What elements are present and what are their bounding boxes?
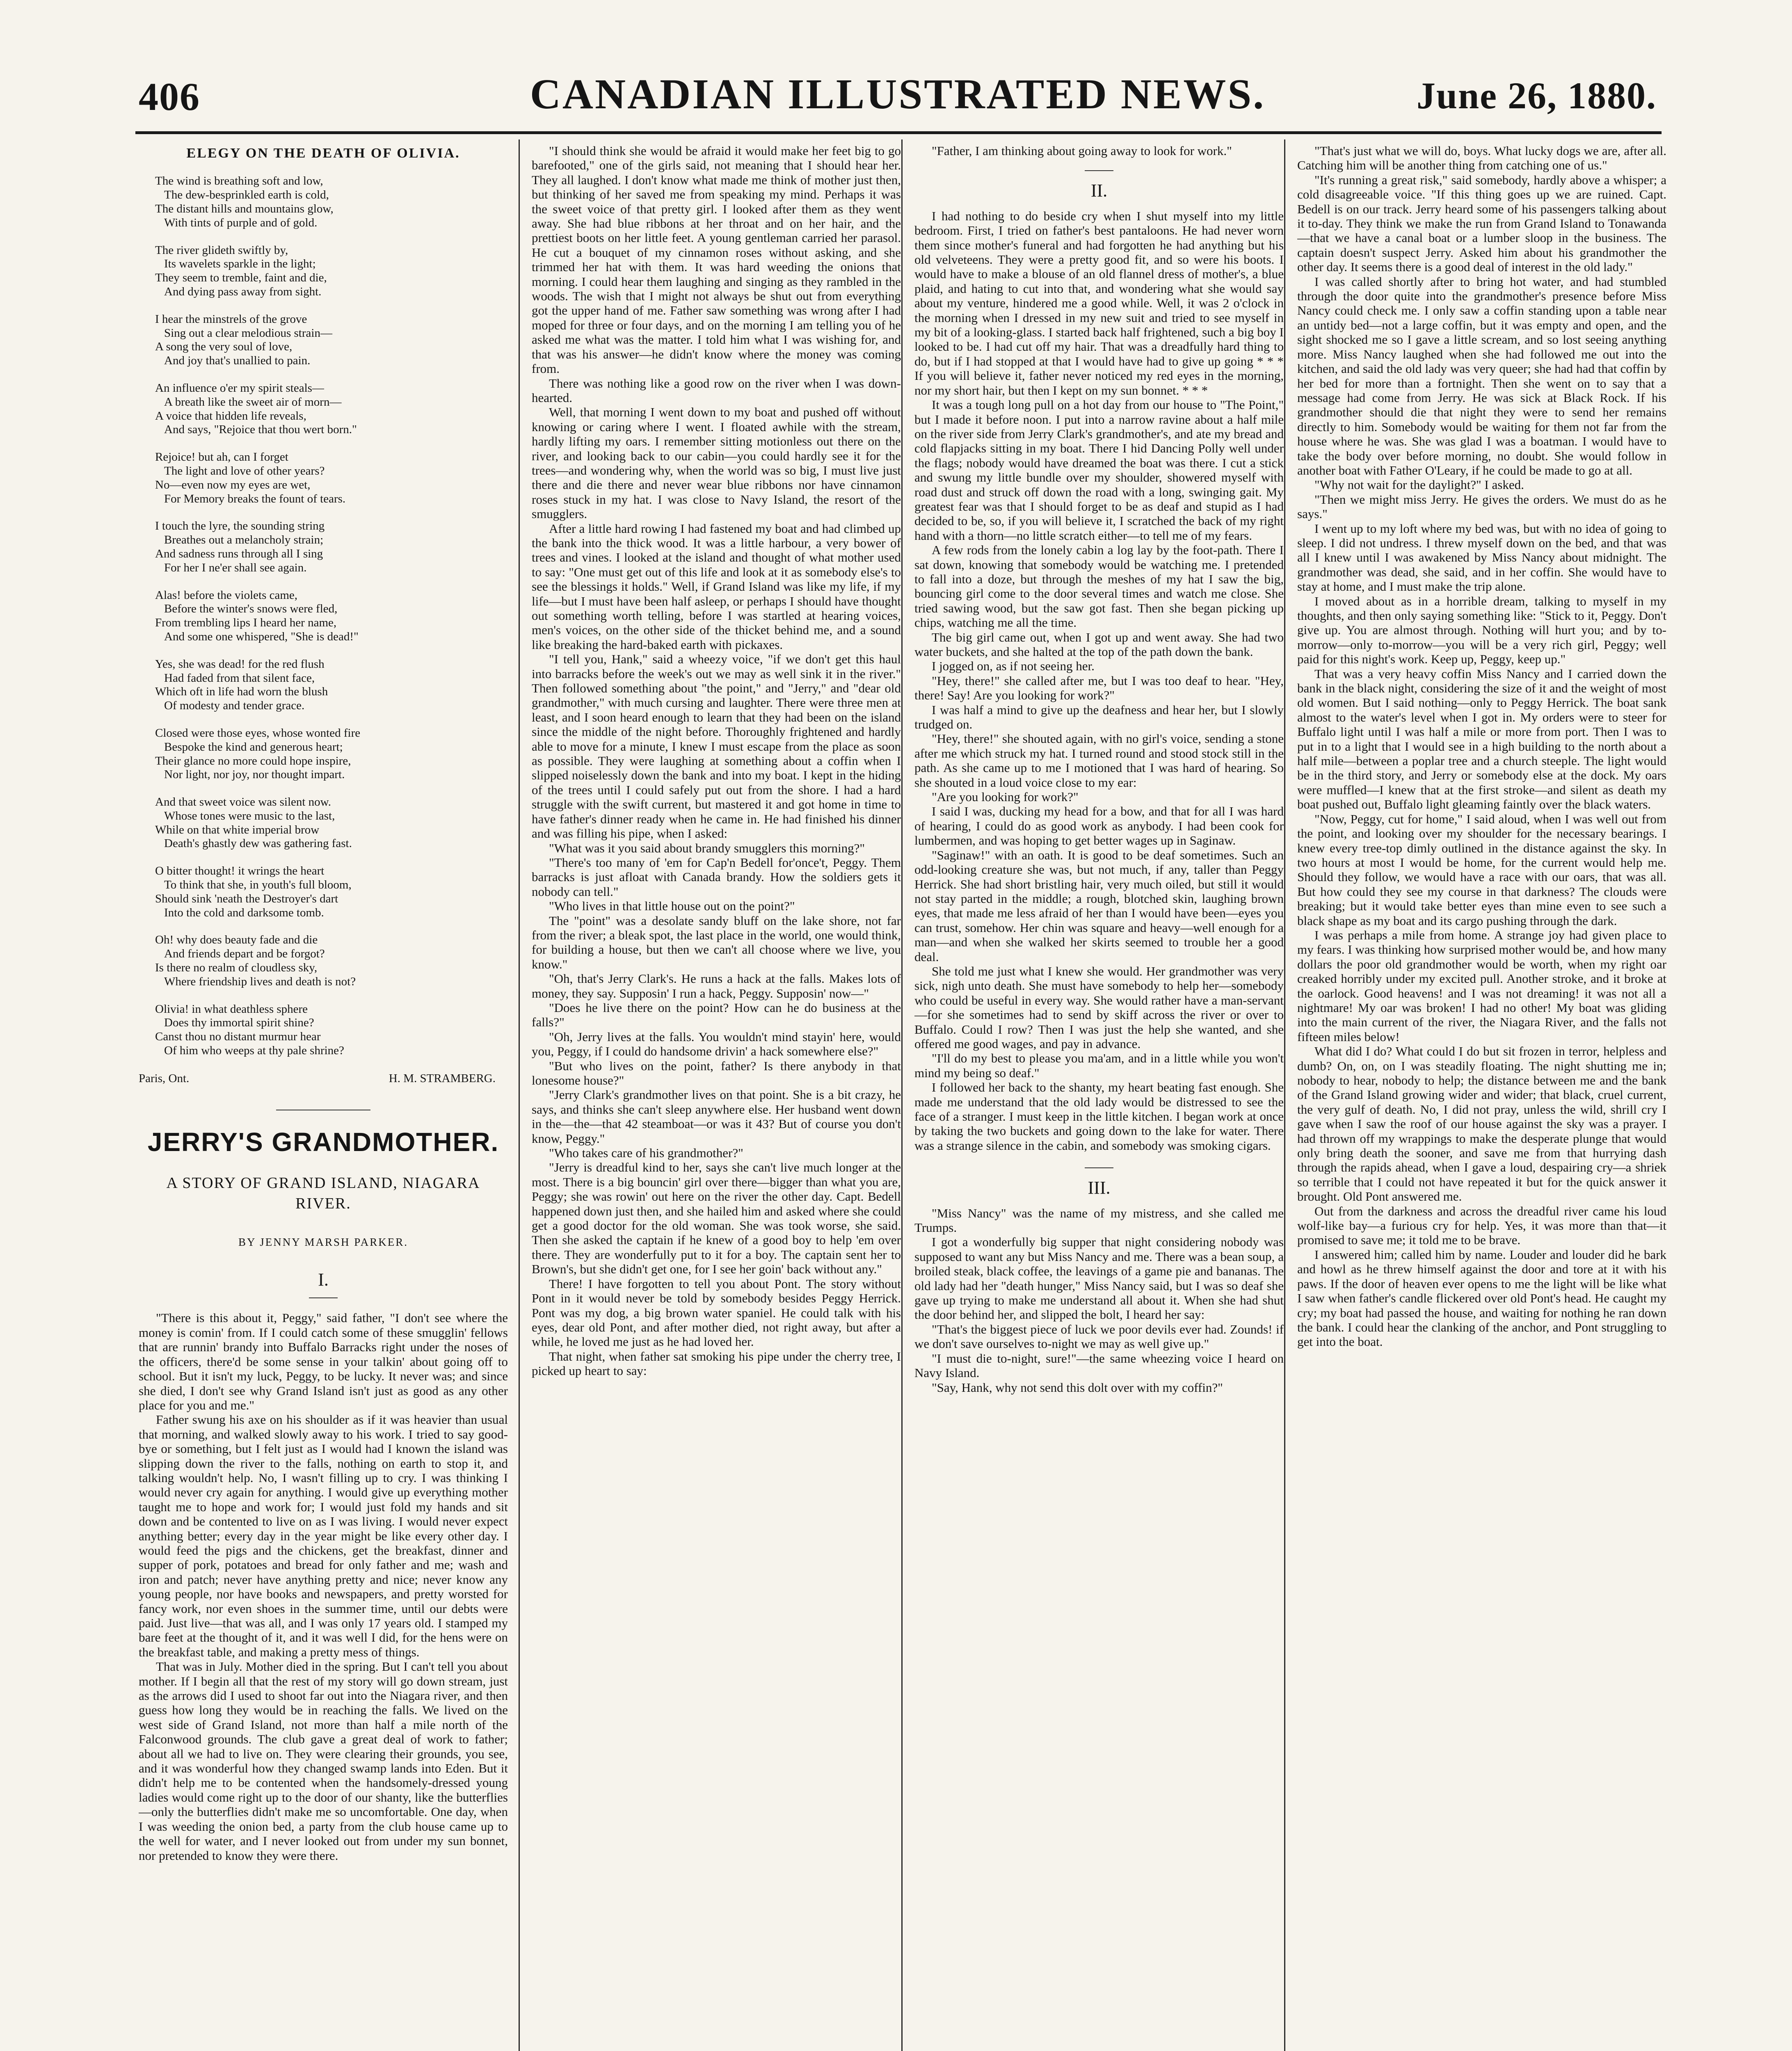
paragraph: I got a wonderfully big supper that night considering nobody was supposed to want any but Miss Nancy and me. There was a bean soup, a broiled steak, black coffee, the leavings of a game pie and bananas. The old lady had her "death hunger," Miss Nancy said, but I was so deaf she gave up trying to make me understand all about it. When she had shut the door behind her, and slipped the bolt, I heard her say: xyxy=(914,1235,1284,1322)
poem-signature xyxy=(139,1071,508,1086)
poem-line: Death's ghastly dew was gathering fast. xyxy=(164,837,352,850)
poem-body xyxy=(139,174,508,1057)
paragraph: The "point" was a desolate sandy bluff on the lake shore, not far from the river; a bleak spot, the last place in the world, one would think, for building a house, but then we can't all choose where we live, you know." xyxy=(532,913,901,971)
paragraph: Out from the darkness and across the dreadful river came his loud wolf-like bay—a furious cry for help. Yes, it was more than that—it promised to save me; it told me to be brave. xyxy=(1297,1204,1666,1247)
poem-line: With tints of purple and of gold. xyxy=(164,216,318,229)
paragraph: I said I was, ducking my head for a bow, and that for all I was hard of hearing, I could do as good work as anybody. I had been cook for lumbermen, and was hoping to get better wages up in Saginaw. xyxy=(914,804,1284,848)
poem-line: Nor light, nor joy, nor thought impart. xyxy=(164,768,345,781)
poem-stanza xyxy=(155,313,508,368)
story-text xyxy=(914,209,1284,1153)
chapter-rule xyxy=(1085,170,1113,171)
paragraph: "It's running a great risk," said somebody, hardly above a whisper; a cold disagreeable voice. "If this thing goes up we are ruined. Capt. Bedell is on our track. Jerry heard some of his passengers talking about it to-day. They think we make the run from Grand Island to Tonawanda—that we have a canal boat or a lumber sloop in the business. The captain doesn't suspect Jerry. Asked him about his grandmother the other day. It seems there is a good deal of interest in the old lady." xyxy=(1297,172,1666,274)
paragraph: "Now, Peggy, cut for home," I said aloud, when I was well out from the point, and looking over my shoulder for the necessary bearings. I knew every tree-top dimly outlined in the distance against the sky. In two hours at most I would be home, for the current would help me. Should they follow, we would have a race with our oars, that was all. But how could they see my course in that darkness? The clouds were breaking; but it would take better eyes than mine even to see such a black shape as my boat and its cargo pushing through the dark. xyxy=(1297,811,1666,928)
story-subtitle-line: A STORY OF GRAND ISLAND, NIAGARA xyxy=(166,1174,480,1192)
poem-line: Where friendship lives and death is not? xyxy=(164,975,356,988)
poem-line: Canst thou no distant murmur hear xyxy=(155,1030,321,1044)
paragraph: "Father, I am thinking about going away to look for work." xyxy=(932,144,1232,158)
poem-stanza xyxy=(155,519,508,575)
chapter-rule xyxy=(309,1297,338,1298)
poem-stanza xyxy=(155,381,508,437)
poem-line: And that sweet voice was silent now. xyxy=(155,795,331,809)
paragraph: I followed her back to the shanty, my heart beating fast enough. She made me understand that the old lady would be distressed to see the face of a stranger. I must keep in the little kitchen. I began work at once by taking the two buckets and going down to the lake for water. There was a strange silence in the cabin, and somebody was smoking cigars. xyxy=(914,1080,1284,1153)
poem-line: Oh! why does beauty fade and die xyxy=(155,933,318,947)
paragraph: I moved about as in a horrible dream, talking to myself in my thoughts, and then only saying something like: "Stick to it, Peggy. Don't give up. You are almost through. Nothing will hurt you; and by to-morrow—only to-morrow—you will be a very rich girl, Peggy; well paid for this night's work. Keep up, Peggy, keep up." xyxy=(1297,594,1666,667)
paragraph: I jogged on, as if not seeing her. xyxy=(932,659,1095,674)
column-3 xyxy=(914,144,1284,2051)
paragraph: "I should think she would be afraid it would make her feet big to go barefooted," one of the girls said, not meaning that I should hear her. They all laughed. I don't know what made me think of mother just then, but thinking of her saved me from speaking my mind. Perhaps it was the sweet voice of that pretty girl. I looked after them as they went away. She had blue ribbons at her throat and on her hair, and the prettiest boots on her little feet. A young gentleman carried her parasol. He cut a bouquet of my cinnamon roses without asking, and she trimmed her hat with them. It was hard weeding the onions that morning. I could hear them laughing and singing as they rambled in the woods. The wish that I might not always be shut out from everything got the upper hand of me. Father saw something was wrong after I had moped for three or four days, and on the morning I am telling you of he asked me what was the matter. I told him what I was wishing for, and that was his answer—he didn't know where the money was coming from. xyxy=(532,144,901,376)
page-header xyxy=(139,70,1657,135)
column-divider-2 xyxy=(901,139,903,2051)
poem-line: Which oft in life had worn the blush xyxy=(155,685,328,699)
poem-title: ELEGY ON THE DEATH OF OLIVIA. xyxy=(186,146,460,161)
poem-line: And friends depart and be forgot? xyxy=(164,947,325,961)
poem-stanza xyxy=(155,795,508,851)
poem-line: While on that white imperial brow xyxy=(155,823,320,836)
column-1 xyxy=(139,144,508,2051)
paragraph: After a little hard rowing I had fastened my boat and had climbed up the bank into the thick wood. It was a little harbour, a very bower of trees and vines. I looked at the island and thought of what mother used to say: "One must get out of this life and look at it as somebody else's to see the blessings it holds." Well, if Grand Island was like my life, if my life—but I must have been half asleep, or perhaps I should have thought out something worth telling, before I was startled at hearing voices, men's voices, on the other side of the thicket behind me, and a sound like breaking the hard-baked earth with pickaxes. xyxy=(532,521,901,652)
poem-line: I touch the lyre, the sounding string xyxy=(155,519,325,533)
poem-line: Does thy immortal spirit shine? xyxy=(164,1016,314,1030)
poem-line: Olivia! in what deathless sphere xyxy=(155,1002,308,1016)
paragraph: What did I do? What could I do but sit frozen in terror, helpless and dumb? On, on, on I was steadily floating. The night shutting me in; nobody to hear, nobody to help; the distance between me and the bank of the Grand Island growing wider and wider; that black, cruel current, the very gulf of death. No, I did not pray, unless the wild, shrill cry I gave when I saw the roof of our house against the sky was a prayer. I had thrown off my wrappings to make the desperate plunge that would only bring death the sooner, and save me from that hurrying dash through the rapids ahead, when I gave a loud, despairing cry—a shriek so terrible that I could not have repeated it but for the quick answer it brought. Old Pont answered me. xyxy=(1297,1044,1666,1204)
poem-line: For Memory breaks the fount of tears. xyxy=(164,492,346,505)
paragraph: "There's too many of 'em for Cap'n Bedell for'once't, Peggy. Them barracks is just afloat with Canada brandy. How the soldiers gets it nobody can tell." xyxy=(532,855,901,899)
poem-line: And says, "Rejoice that thou wert born." xyxy=(164,423,357,436)
poem-line: Closed were those eyes, whose wonted fire xyxy=(155,726,361,740)
paragraph: She told me just what I knew she would. Her grandmother was very sick, nigh unto death. She must have somebody to help her—somebody who could be useful in every way. She would rather have a man-servant—for she sometimes had to send by skiff across the river or over to Buffalo. Could I row? Then I was just the help she wanted, and she offered me good wages, and pay in advance. xyxy=(914,964,1284,1051)
poem-line: Of modesty and tender grace. xyxy=(164,699,305,713)
poem-stanza xyxy=(155,933,508,989)
paragraph: "Oh, that's Jerry Clark's. He runs a hack at the falls. Makes lots of money, they say. Supposin' I run a hack, Peggy. Supposin' now—" xyxy=(532,971,901,1000)
paragraph: "There is this about it, Peggy," said father, "I don't see where the money is comin' from. If I could catch some of these smugglin' fellows that are runnin' brandy into Buffalo Barracks right under the noses of the officers, there'd be some sense in your talkin' about going off to school. But it isn't my luck, Peggy, to be lucky. It never was; and since she died, I don't see why Grand Island isn't just as good as any other place for you and me." xyxy=(139,1311,508,1412)
paragraph: I was half a mind to give up the deafness and hear her, but I slowly trudged on. xyxy=(914,702,1284,732)
paragraph: "Jerry is dreadful kind to her, says she can't live much longer at the most. There is a big bouncin' girl over there—bigger than what you are, Peggy; she was rowin' out here on the river the other day. Capt. Bedell happened down just then, and she hailed him and asked where she could get a good doctor for the old woman. She was took worse, she said. Then she asked the captain if he knew of a good boy to help 'em over there. They are wonderfully put to it for a boy. The captain sent her to Brown's, but she didn't get one, for I see her goin' back without any." xyxy=(532,1160,901,1277)
paragraph: "Jerry Clark's grandmother lives on that point. She is a bit crazy, he says, and thinks she can't sleep anywhere else. Her husband went down in the—the—that 42 steamboat—or was it 43? But of course you don't know, Peggy." xyxy=(532,1087,901,1146)
paragraph: "Oh, Jerry lives at the falls. You wouldn't mind stayin' here, would you, Peggy, if I could do handsome drivin' a hack somewhere else?" xyxy=(532,1029,901,1059)
issue-date: June 26, 1880. xyxy=(1416,75,1657,116)
poem-line: The light and love of other years? xyxy=(164,464,325,477)
paragraph: "Then we might miss Jerry. He gives the orders. We must do as he says." xyxy=(1297,492,1666,521)
chapter-heading: I. xyxy=(318,1270,329,1290)
paragraph: "I tell you, Hank," said a wheezy voice, "if we don't get this haul into barracks before the week's out we may as well sink it in the river." Then followed something about "the point," and "Jerry," and "dear old grandmother," with much cursing and laughter. There were three men at least, and I soon heard enough to learn that they had been on the island since the middle of the night before. Thoroughly frightened and hardly able to move for a minute, I knew I must escape from the place as soon as possible. They were laughing at something about a coffin when I slipped noiselessly down the bank and into my boat. I kept in the hiding of the trees until I could safely put out from the shore. I had a hard struggle with the swift current, but mastered it and got home in time to have father's dinner ready when he came in. He had finished his dinner and was filling his pipe, when I asked: xyxy=(532,652,901,841)
poem-line: The wind is breathing soft and low, xyxy=(155,174,323,188)
poem-line: Alas! before the violets came, xyxy=(155,588,298,602)
poem-line: Breathes out a melancholy strain; xyxy=(164,533,324,547)
chapter-heading: III. xyxy=(1088,1178,1111,1198)
paragraph: "Miss Nancy" was the name of my mistress, and she called me Trumps. xyxy=(914,1206,1284,1235)
poem-line: For her I ne'er shall see again. xyxy=(164,561,307,574)
paragraph: Father swung his axe on his shoulder as if it was heavier than usual that morning, and walked slowly away to his work. I tried to say good-bye or something, but I felt just as I would had I known the island was slipping down the river to the falls, nothing on earth to stop it, and talking wouldn't help. No, I wasn't filling up to cry. I was thinking I would never cry again for anything. I would give up everything mother taught me to hope and work for; I would just fold my hands and sit down and be contented to live on as I was living. I would never expect anything better; every day in the year might be like every other day. I would feed the pigs and the chickens, get the breakfast, dinner and supper of pork, potatoes and bread for only father and me; wash and iron and patch; never have anything pretty and nice; never know any young people, nor have books and newspapers, and pretty worsted for fancy work, nor even shoes in the summer time, until our debts were paid. Just live—that was all, and I was only 17 years old. I stamped my bare feet at the thought of it, and it was well I did, for the hens were on the breakfast table, and making a pretty mess of things. xyxy=(139,1412,508,1659)
paragraph: There! I have forgotten to tell you about Pont. The story without Pont in it would never be told by somebody besides Peggy Herrick. Pont was my dog, a big brown water spaniel. He could talk with his eyes, dear old Pont, and after mother died, not right away, but after a while, he loved me just as he had loved her. xyxy=(532,1276,901,1349)
story-subtitle-line: RIVER. xyxy=(295,1195,351,1212)
paragraph: "That's the biggest piece of luck we poor devils ever had. Zounds! if we don't save ourselves to-night we may as well give up." xyxy=(914,1322,1284,1351)
poem-stanza xyxy=(155,174,508,230)
paragraph: "I must die to-night, sure!"—the same wheezing voice I heard on Navy Island. xyxy=(914,1351,1284,1380)
story-text xyxy=(1297,144,1666,1349)
poem-line: Whose tones were music to the last, xyxy=(164,809,335,822)
paragraph: "That's just what we will do, boys. What lucky dogs we are, after all. Catching him will be another thing from catching one of us." xyxy=(1297,144,1666,173)
poem-stanza xyxy=(155,1003,508,1058)
poem-stanza xyxy=(155,658,508,713)
poem-stanza xyxy=(155,589,508,644)
column-divider-3 xyxy=(1284,139,1285,2051)
paragraph: It was a tough long pull on a hot day from our house to "The Point," but I made it before noon. I put into a narrow ravine about a half mile on the river side from Jerry Clark's grandmother's, and ate my bread and cold flapjacks sitting in my boat. There I hid Dancing Polly well under the flags; nobody would have dreamed the boat was there. I cut a stick and swung my little bundle over my shoulder, showered myself with road dust and struck off down the road with a long, swinging gait. My greatest fear was that I should forget to be as deaf and stupid as I had decided to be, so, if you will believe it, I scratched the back of my right hand with a thorn—no little scratch either—to tell me of my fears. xyxy=(914,397,1284,543)
paragraph: I had nothing to do beside cry when I shut myself into my little bedroom. First, I tried on father's best pantaloons. He had never worn them since mother's funeral and had forgotten he had anything but his old velveteens. They were a pretty good fit, and so were his boots. I would have to make a blouse of an old flannel dress of mother's, a blue plaid, and hating to cut into that, and wondering what she would say about my venture, hindered me a good while. Well, it was 2 o'clock in the morning when I dressed in my new suit and tried to see myself in my bit of a looking-glass. I started back half frightened, such a big boy I looked to be. I had cut off my hair. That was a dreadfully hard thing to do, but if I had stopped at that I would have had to give up going * * * If you will believe it, father never noticed my red eyes in the morning, nor my short hair, but then I kept on my sun bonnet. * * * xyxy=(914,208,1284,397)
paragraph: That was in July. Mother died in the spring. But I can't tell you about mother. If I begin all that the rest of my story will go down stream, just as the arrows did I used to shoot far out into the Niagara river, and then guess how long they would be in reaching the falls. We lived on the west side of Grand Island, not more than half a mile north of the Falconwood grounds. The club gave a great deal of work to father; about all we had to live on. They were clearing their grounds, you see, and it was wonderful how they changed swamp lands into Eden. But it didn't help me to be contented when the handsomely-dressed young ladies would come right up to the door of our shanty, like the butterflies—only the butterflies didn't make me so uncomfortable. One day, when I was weeding the onion bed, a party from the club house came up to the well for water, and I never looked out from under my sun bonnet, nor pretended to know they were there. xyxy=(139,1659,508,1863)
chapter-rule xyxy=(1085,1167,1113,1168)
header-rule xyxy=(135,131,1662,134)
poem-line: Their glance no more could hope inspire, xyxy=(155,754,351,767)
paragraph: "I'll do my best to please you ma'am, and in a little while you won't mind my being so deaf." xyxy=(914,1051,1284,1080)
poem-stanza xyxy=(155,864,508,920)
paragraph: "Hey, there!" she called after me, but I was too deaf to hear. "Hey, there! Say! Are you looking for work?" xyxy=(914,673,1284,703)
paragraph: "What was it you said about brandy smugglers this morning?" xyxy=(549,840,865,855)
poem-line: A voice that hidden life reveals, xyxy=(155,409,306,423)
page-number: 406 xyxy=(139,75,200,119)
paragraph: I went up to my loft where my bed was, but with no idea of going to sleep. I did not undress. I threw myself down on the bed, and that was all I knew until I was awakened by Miss Nancy about midnight. The grandmother was dead, she said, and in her coffin. She would have to stay at home, and I must make the trip alone. xyxy=(1297,521,1666,594)
poem-line: To think that she, in youth's full bloom, xyxy=(164,878,352,892)
story-text xyxy=(914,144,1284,158)
poem-line: The river glideth swiftly by, xyxy=(155,243,288,257)
column-divider-1 xyxy=(519,139,520,2051)
chapter-heading: II. xyxy=(1090,180,1108,201)
poem-line: Sing out a clear melodious strain— xyxy=(164,326,332,340)
poem-line: Before the winter's snows were fled, xyxy=(164,602,338,616)
paragraph: I answered him; called him by name. Louder and louder did he bark and howl as he threw himself against the door and tore at it with his paws. If the door of heaven ever opens to me the light will be like what I saw when father's candle flickered over old Pont's head. He caught my cry; my boat had passed the house, and waiting for nothing he ran down the bank. I could hear the clanking of the anchor, and Pont struggling to get into the boat. xyxy=(1297,1247,1666,1349)
poem-author: H. M. STRAMBERG. xyxy=(389,1071,496,1085)
paragraph: The big girl came out, when I got up and went away. She had two water buckets, and she halted at the top of the path down the bank. xyxy=(914,630,1284,659)
paragraph: "Saginaw!" with an oath. It is good to be deaf sometimes. Such an odd-looking creature she was, but not much, if any, taller than Peggy Herrick. She had short bristling hair, very much oiled, but still it would not stay parted in the middle; a rough, blotched skin, laughing brown eyes, that made me less afraid of her than I would have been—eyes you can trust, somehow. Her chin was square and heavy—well enough for a man—and when she walked her skirts seemed to trouble her a good deal. xyxy=(914,847,1284,964)
paragraph: "Who lives in that little house out on the point?" xyxy=(549,899,795,914)
masthead: CANADIAN ILLUSTRATED NEWS. xyxy=(530,71,1266,118)
paragraph: I was called shortly after to bring hot water, and had stumbled through the door quite into the grandmother's presence before Miss Nancy could check me. I only saw a coffin standing upon a table near an untidy bed—not a large coffin, but it was empty and open, and the sight shocked me so I gave a little scream, and so lost seeing anything more. Miss Nancy laughed when she had followed me out into the kitchen, and said the old lady was very queer; she had had that coffin by her bed for more than a fortnight. Then she went on to say that a message had come from Jerry. He was sick at Black Rock. If his grandmother should die that night they were to send her remains directly to him. Somebody would be waiting for them not far from the house where he was. She was glad I was a boatman. I would have to take the body over before morning, no doubt. She would follow in another boat with Father O'Leary, if he could be made to go at all. xyxy=(1297,274,1666,477)
poem-line: An influence o'er my spirit steals— xyxy=(155,381,324,395)
poem-line: Bespoke the kind and generous heart; xyxy=(164,740,343,754)
poem-line: Into the cold and darksome tomb. xyxy=(164,906,324,919)
paragraph: A few rods from the lonely cabin a log lay by the foot-path. There I sat down, knowing that somebody would be watching me. I pretended to fall into a doze, but through the meshes of my hat I saw the big, bouncing girl come to the door several times and watch me close. She tried sawing wood, but the saw got fast. Then she began picking up chips, watching me all the time. xyxy=(914,543,1284,630)
poem-line: Should sink 'neath the Destroyer's dart xyxy=(155,892,338,905)
paragraph: "Say, Hank, why not send this dolt over with my coffin?" xyxy=(932,1380,1223,1395)
poem-line: Rejoice! but ah, can I forget xyxy=(155,450,288,464)
column-2 xyxy=(532,144,901,2051)
poem-line: They seem to tremble, faint and die, xyxy=(155,271,327,285)
paragraph: I was perhaps a mile from home. A strange joy had given place to my fears. I was thinking how surprised mother would be, and how many dollars the poor old grandmother would be worth, when my right oar creaked horribly under my excited pull. Another stroke, and it broke at the oarlock. Good heavens! and I was not dreaming! it was not all a nightmare! My oar was broken! I had no other! My boat was gliding into the main current of the river, the Niagara River, and the falls not fifteen miles below! xyxy=(1297,927,1666,1044)
poem-line: A breath like the sweet air of morn— xyxy=(164,395,342,409)
paragraph: "Hey, there!" she shouted again, with no girl's voice, sending a stone after me which struck my hat. I turned round and stood stock still in the path. As she came up to me I motioned that I was hard of hearing. So she shouted in a loud voice close to my ear: xyxy=(914,731,1284,790)
paragraph: "Does he live there on the point? How can he do business at the falls?" xyxy=(532,1000,901,1030)
poem-line: No—even now my eyes are wet, xyxy=(155,478,311,491)
story-text xyxy=(914,1206,1284,1395)
poem-stanza xyxy=(155,244,508,299)
poem-stanza xyxy=(155,450,508,506)
paragraph: That night, when father sat smoking his pipe under the cherry tree, I picked up heart to say: xyxy=(532,1349,901,1378)
paragraph: There was nothing like a good row on the river when I was down-hearted. xyxy=(532,376,901,405)
poem-line: Yes, she was dead! for the red flush xyxy=(155,657,325,671)
poem-stanza xyxy=(155,726,508,782)
story-subtitle xyxy=(139,1173,508,1214)
story-text xyxy=(139,1311,508,1862)
story-text xyxy=(532,144,901,1378)
poem-line: Is there no realm of cloudless sky, xyxy=(155,961,318,975)
poem-line: And dying pass away from sight. xyxy=(164,285,322,298)
poem-line: O bitter thought! it wrings the heart xyxy=(155,864,325,878)
column-4 xyxy=(1297,144,1666,2051)
story-byline: BY JENNY MARSH PARKER. xyxy=(238,1236,409,1248)
poem-line: And joy that's unallied to pain. xyxy=(164,354,311,368)
paragraph: "Who takes care of his grandmother?" xyxy=(549,1146,743,1160)
poem-line: I hear the minstrels of the grove xyxy=(155,312,307,326)
poem-line: And sadness runs through all I sing xyxy=(155,547,323,560)
poem-line: Its wavelets sparkle in the light; xyxy=(164,257,316,271)
paragraph: Well, that morning I went down to my boat and pushed off without knowing or caring where I went. I floated awhile with the stream, hardly lifting my oars. I remember sitting motionless out there on the river, and looking back to our cabin—you could hardly see it for the trees—and wondering why, when the world was so big, I must live just there and die there and never wear blue ribbons nor have cinnamon roses stuck in my hat. I was close to Navy Island, the resort of the smugglers. xyxy=(532,405,901,521)
poem-line: Had faded from that silent face, xyxy=(164,671,315,685)
paragraph: That was a very heavy coffin Miss Nancy and I carried down the bank in the black night, considering the size of it and the weight of most old women. But I said nothing—only to Peggy Herrick. The boat sank almost to the water's level when I got in. My orders were to steer for Buffalo light until I was half a mile or more from port. Then I was to put in to a light that I would see in a high building to the north about a half mile—between a poplar tree and a church steeple. The light would be in the third story, and Jerry or somebody else at the dock. My oars were muffled—I knew that at the first stroke—and silent as death my boat pushed out, Buffalo light gleaming faintly over the black waters. xyxy=(1297,666,1666,812)
poem-line: The distant hills and mountains glow, xyxy=(155,202,334,215)
poem-line: From trembling lips I heard her name, xyxy=(155,616,337,630)
paragraph: "But who lives on the point, father? Is there anybody in that lonesome house?" xyxy=(532,1058,901,1087)
paragraph: "Are you looking for work?" xyxy=(932,790,1079,804)
poem-line: And some one whispered, "She is dead!" xyxy=(164,630,359,643)
poem-place: Paris, Ont. xyxy=(139,1071,190,1085)
poem-line: Of him who weeps at thy pale shrine? xyxy=(164,1044,344,1057)
poem-line: The dew-besprinkled earth is cold, xyxy=(164,188,329,202)
story-title: JERRY'S GRANDMOTHER. xyxy=(147,1127,499,1157)
poem-line: A song the very soul of love, xyxy=(155,340,293,354)
paragraph: "Why not wait for the daylight?" I asked. xyxy=(1314,477,1524,492)
